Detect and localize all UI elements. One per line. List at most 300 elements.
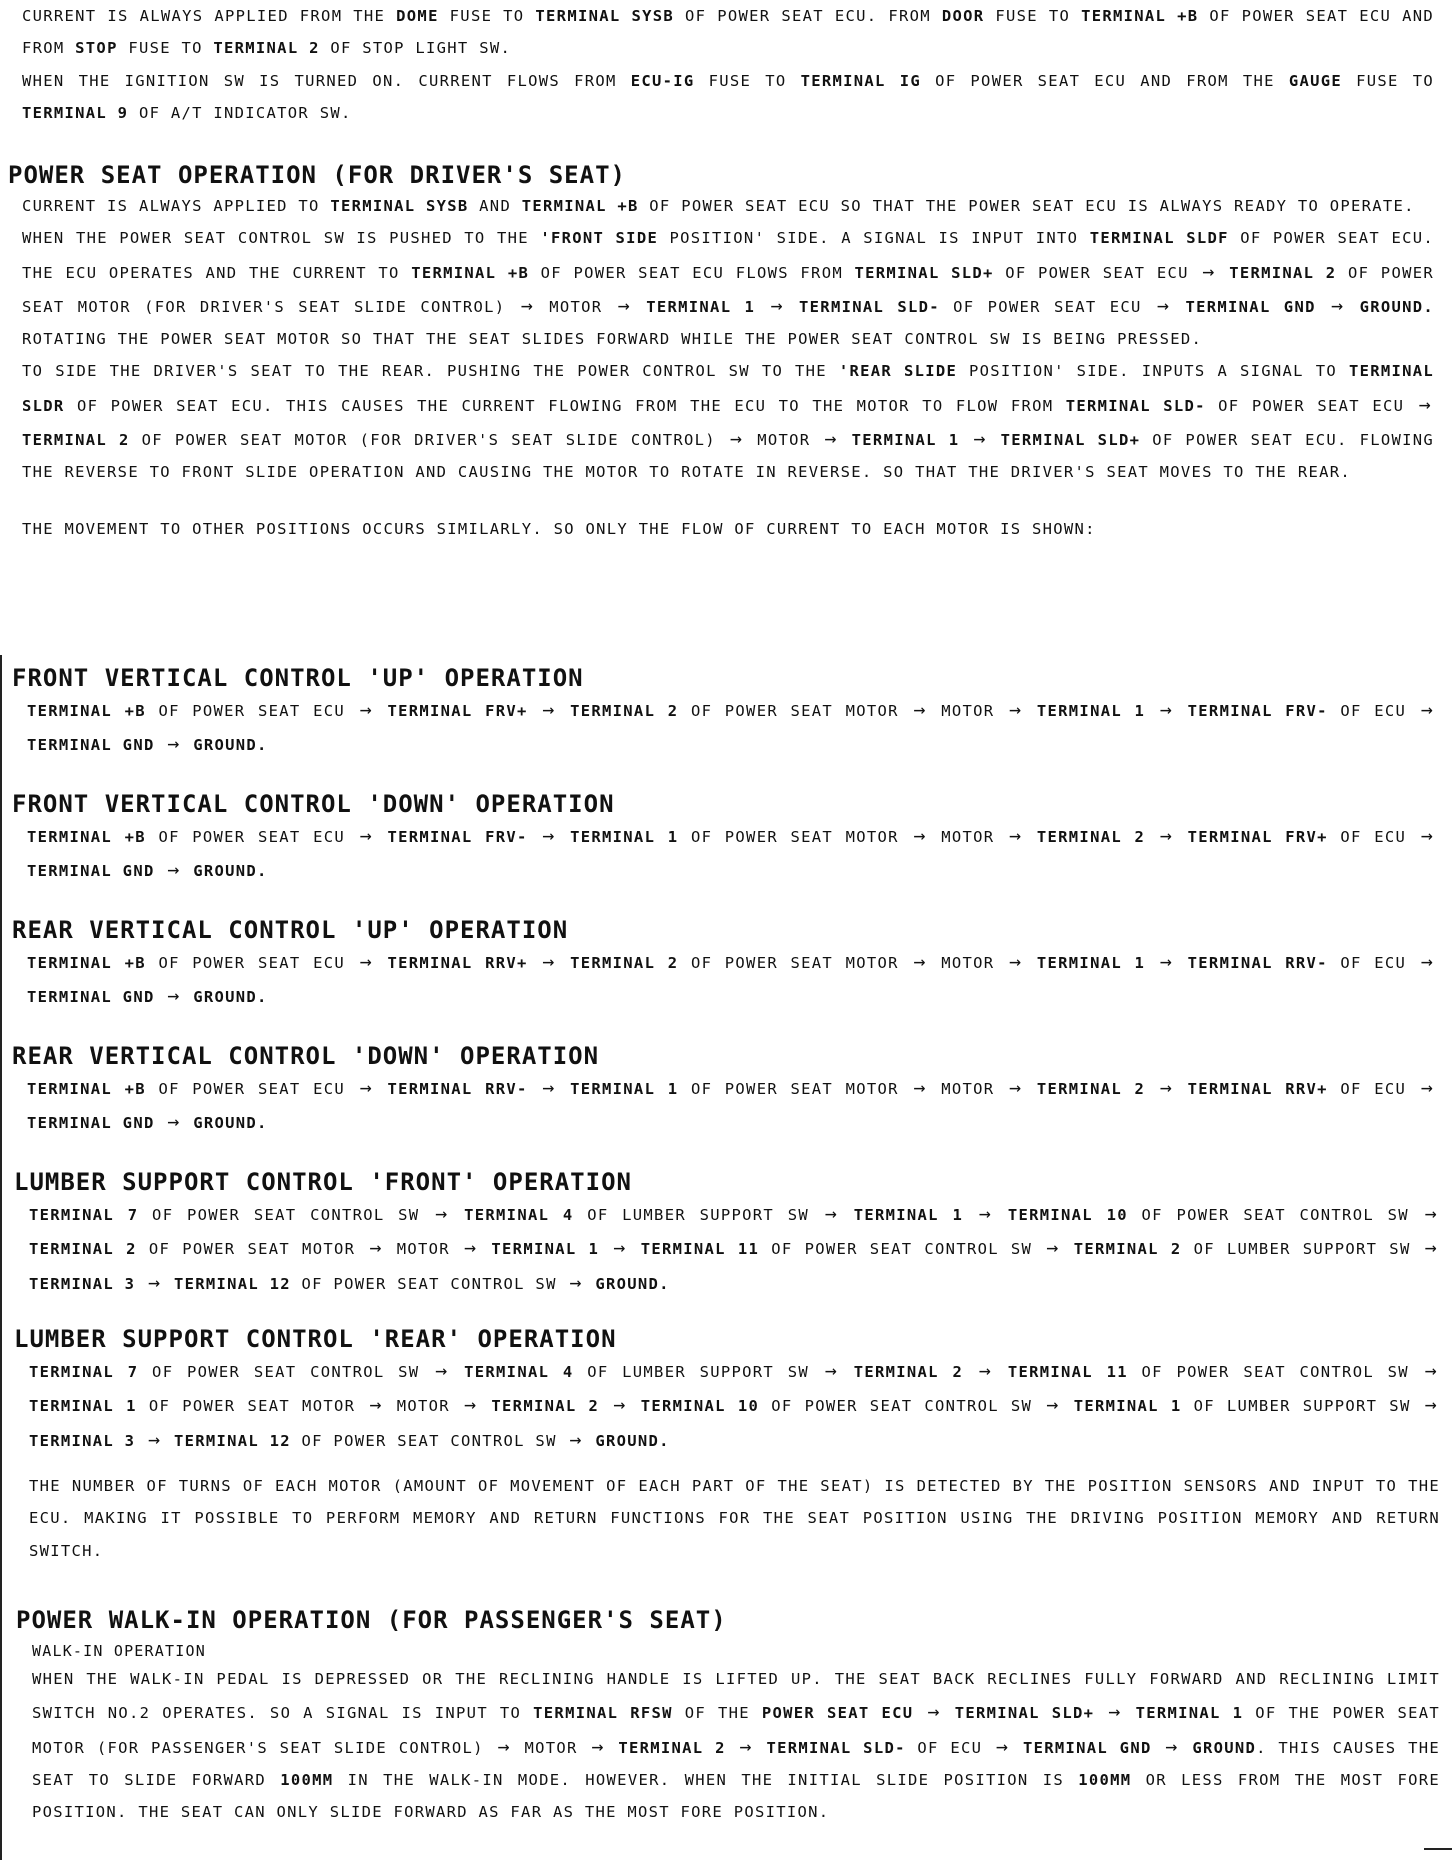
text-run: MOTOR	[928, 828, 1007, 846]
bold-term: TERMINAL 1	[1073, 1397, 1182, 1416]
arrow-right-icon: →	[1159, 823, 1174, 847]
arrow-right-icon: →	[1420, 949, 1435, 973]
arrow-right-icon: →	[1424, 1201, 1438, 1225]
text-run	[155, 1114, 166, 1132]
bold-term: TERMINAL GND	[1022, 1738, 1152, 1757]
text-run	[599, 1397, 611, 1415]
rear-up-body	[27, 945, 1436, 1014]
bold-term: TERMINAL 2	[29, 1240, 137, 1259]
text-run: OF POWER SEAT CONTROL SW	[138, 1206, 434, 1224]
text-run	[786, 298, 799, 316]
text-run	[840, 1206, 854, 1224]
bold-term: 'FRONT SIDE	[540, 229, 659, 248]
bold-term: TERMINAL GND	[27, 1114, 155, 1133]
text-run	[989, 431, 1001, 449]
text-run	[558, 1080, 571, 1098]
text-run: OF POWER SEAT CONTROL SW	[759, 1240, 1045, 1259]
arrow-right-icon: →	[995, 1733, 1010, 1758]
rear-up-section	[12, 915, 1436, 1014]
text-run: OF POWER SEAT ECU	[1205, 396, 1417, 415]
bold-term: TERMINAL FRV-	[1187, 702, 1328, 720]
text-run: WHEN THE IGNITION SW IS TURNED ON. CURRENT FLOWS FROM	[22, 71, 631, 90]
arrow-right-icon: →	[542, 823, 556, 847]
bold-term: TERMINAL 1	[570, 828, 679, 846]
bold-term: TERMINAL +B	[411, 263, 530, 282]
text-run: OF POWER SEAT ECU	[993, 263, 1201, 282]
arrow-right-icon: →	[927, 1699, 941, 1724]
arrow-right-icon: →	[167, 983, 181, 1008]
arrow-right-icon: →	[359, 949, 373, 973]
bold-term: TERMINAL 2	[1073, 1240, 1182, 1259]
bold-term: TERMINAL 3	[29, 1431, 136, 1450]
bold-term: GROUND.	[193, 988, 268, 1007]
text-run: MOTOR	[384, 1397, 462, 1416]
text-run: OF POWER SEAT MOTOR	[678, 702, 912, 720]
text-run	[528, 828, 541, 846]
arrow-right-icon: →	[770, 292, 784, 317]
arrow-right-icon: →	[1159, 697, 1174, 721]
text-run	[963, 1206, 977, 1224]
bold-term: 100MM	[280, 1770, 334, 1789]
text-run: THE MOVEMENT TO OTHER POSITIONS OCCURS SIMILARLY. SO ONLY THE FLOW OF CURRENT TO EACH MOTOR IS SHOWN:	[22, 519, 1096, 538]
arrow-right-icon: →	[463, 1235, 478, 1260]
arrow-right-icon: →	[1424, 1235, 1438, 1260]
bold-term: TERMINAL SLD-	[799, 297, 940, 316]
text-run	[183, 862, 194, 880]
text-run	[755, 298, 768, 316]
text-run: OF LUMBER SUPPORT SW	[573, 1206, 823, 1224]
driver-seat-section	[8, 160, 1434, 545]
text-run	[959, 431, 971, 449]
bold-term: TERMINAL FRV+	[1187, 828, 1328, 846]
bold-term: TERMINAL 2	[570, 954, 679, 972]
bold-term: TERMINAL +B	[27, 1080, 146, 1098]
arrow-right-icon: →	[1165, 1733, 1179, 1758]
arrow-right-icon: →	[463, 1392, 478, 1417]
text-run	[479, 1240, 491, 1258]
text-run	[629, 1240, 641, 1258]
arrow-right-icon: →	[1424, 1392, 1438, 1417]
section-heading: POWER SEAT OPERATION (FOR DRIVER'S SEAT)	[8, 161, 626, 189]
text-run	[163, 1275, 174, 1293]
text-run	[183, 988, 194, 1006]
text-run	[1124, 1704, 1136, 1722]
text-run	[183, 736, 194, 754]
arrow-right-icon: →	[1046, 1392, 1060, 1417]
text-run	[1152, 1739, 1164, 1757]
bold-term: TERMINAL 2	[22, 431, 130, 450]
text-run	[450, 1363, 464, 1381]
text-run: OF ECU	[1327, 1080, 1419, 1098]
bold-term: TERMINAL +B	[27, 828, 146, 846]
text-run: OF A/T INDICATOR SW.	[128, 103, 352, 122]
arrow-right-icon: →	[824, 1201, 839, 1225]
bold-term: TERMINAL +B	[27, 954, 146, 972]
intro-section	[22, 0, 1434, 129]
text-run	[1094, 1704, 1106, 1722]
bold-term: TERMINAL SLD-	[1065, 396, 1206, 415]
text-run	[1145, 1080, 1158, 1098]
bold-term: GROUND.	[595, 1274, 670, 1293]
arrow-right-icon: →	[359, 697, 373, 721]
bold-term: TERMINAL 2	[570, 702, 679, 720]
bold-term: TERMINAL +B	[27, 702, 146, 720]
memory-note-section	[29, 1470, 1440, 1567]
text-run	[450, 1206, 464, 1224]
text-run	[994, 1206, 1008, 1224]
arrow-right-icon: →	[1008, 949, 1023, 973]
text-run	[1024, 954, 1037, 972]
text-run	[479, 1397, 491, 1415]
lumber-rear-body	[29, 1354, 1440, 1457]
text-run: OF ECU	[905, 1738, 994, 1757]
bold-term: TERMINAL FRV-	[387, 828, 528, 846]
section-heading: FRONT VERTICAL CONTROL 'DOWN' OPERATION	[12, 790, 615, 818]
text-run	[607, 1739, 619, 1757]
text-run: MOTOR	[512, 1738, 590, 1757]
corner-mark	[1424, 1848, 1452, 1850]
text-run: OF POWER SEAT ECU. FROM	[673, 7, 942, 25]
text-run: OF POWER SEAT MOTOR (FOR DRIVER'S SEAT SLIDE CONTROL)	[129, 431, 728, 450]
text-run: OF STOP LIGHT SW.	[319, 39, 512, 58]
text-run	[840, 1363, 854, 1381]
text-run: OF THE POWER SEAT MOTOR (FOR PASSENGER'S SEAT SLIDE CONTROL)	[32, 1704, 1440, 1757]
bold-term: TERMINAL RFSW	[533, 1704, 673, 1723]
arrow-right-icon: →	[613, 1392, 627, 1417]
text-run: MOTOR	[928, 702, 1007, 720]
intro-paragraph-1	[22, 0, 1434, 65]
lumber-rear-section	[14, 1324, 1440, 1457]
bold-term: TERMINAL SLDF	[1089, 229, 1229, 248]
text-run: OF POWER SEAT ECU	[145, 954, 358, 972]
text-run: FUSE TO	[438, 7, 536, 25]
arrow-right-icon: →	[1008, 697, 1023, 721]
front-up-section	[12, 663, 1436, 762]
bold-term: TERMINAL 1	[851, 431, 960, 450]
bold-term: TERMINAL SYSB	[330, 197, 469, 215]
bold-term: TERMINAL 2	[213, 39, 320, 58]
bold-term: TERMINAL RRV-	[1187, 954, 1328, 972]
text-run: OF POWER SEAT ECU AND FROM	[22, 7, 1435, 58]
arrow-right-icon: →	[613, 1235, 627, 1260]
text-run: OF POWER SEAT MOTOR	[678, 1080, 912, 1098]
arrow-right-icon: →	[167, 1109, 181, 1134]
bold-term: TERMINAL GND	[27, 862, 155, 881]
text-run	[1172, 298, 1185, 316]
arrow-right-icon: →	[913, 949, 927, 973]
text-run: OF POWER SEAT ECU. FLOWING THE REVERSE TO FRONT SLIDE OPERATION AND CAUSING THE MOTOR TO ROTATE IN REVERSE. SO THAT THE DRIVER'S SEAT MOVES TO THE REAR.	[22, 431, 1434, 482]
text-run: OF POWER SEAT ECU SO THAT THE POWER SEAT ECU IS ALWAYS READY TO OPERATE.	[638, 197, 1415, 215]
text-run	[375, 702, 388, 720]
bold-term: TERMINAL 7	[29, 1363, 139, 1381]
text-run	[155, 988, 166, 1006]
lumber-front-body	[29, 1197, 1440, 1300]
text-run: AND	[468, 197, 522, 215]
text-run: MOTOR	[536, 297, 616, 316]
section-heading: REAR VERTICAL CONTROL 'DOWN' OPERATION	[12, 1042, 600, 1070]
arrow-right-icon: →	[913, 823, 927, 847]
arrow-right-icon: →	[913, 1075, 927, 1099]
arrow-right-icon: →	[1424, 1358, 1438, 1382]
text-run: IN THE WALK-IN MODE. HOWEVER. WHEN THE INITIAL SLIDE POSITION IS	[333, 1770, 1079, 1789]
bold-term: TERMINAL RRV-	[387, 1080, 528, 1098]
bold-term: GROUND.	[193, 736, 268, 755]
text-run	[963, 1363, 977, 1381]
bold-term: TERMINAL RRV+	[387, 954, 528, 972]
bold-term: TERMINAL SLD+	[954, 1704, 1095, 1723]
text-run	[528, 1080, 541, 1098]
arrow-right-icon: →	[569, 1426, 583, 1451]
bold-term: TERMINAL 3	[29, 1274, 136, 1293]
section-heading: LUMBER SUPPORT CONTROL 'REAR' OPERATION	[14, 1325, 617, 1353]
section-heading: LUMBER SUPPORT CONTROL 'FRONT' OPERATION	[14, 1168, 632, 1196]
text-run: POSITION' SIDE. INPUTS A SIGNAL TO	[957, 362, 1349, 381]
text-run	[1175, 954, 1188, 972]
arrow-right-icon: →	[359, 1075, 373, 1099]
text-run	[755, 1739, 767, 1757]
arrow-right-icon: →	[1159, 949, 1174, 973]
bold-term: TERMINAL GND	[27, 988, 155, 1007]
bold-term: TERMINAL 1	[1036, 954, 1146, 972]
lumber-front-section	[14, 1167, 1440, 1300]
driver-paragraph-2	[22, 222, 1434, 355]
text-run: OF LUMBER SUPPORT SW	[1181, 1397, 1423, 1416]
text-run: OF POWER SEAT ECU. THIS CAUSES THE CURRENT FLOWING FROM THE ECU TO THE MOTOR TO FLOW FROM	[64, 396, 1066, 415]
text-run: OF POWER SEAT ECU. THE ECU OPERATES AND THE CURRENT TO	[22, 229, 1434, 282]
arrow-right-icon: →	[1330, 292, 1345, 317]
front-up-body	[27, 693, 1436, 762]
bold-term: STOP	[75, 39, 118, 58]
text-run: OF POWER SEAT CONTROL SW	[290, 1274, 568, 1293]
text-run	[1175, 1080, 1188, 1098]
text-run: WHEN THE WALK-IN PEDAL IS DEPRESSED OR THE RECLINING HANDLE IS LIFTED UP. THE SEAT BACK RECLINES FULLY FORWARD AND RECLINING LIMIT SWITCH NO.2 OPERATES. SO A SIGNAL IS INPUT TO	[32, 1670, 1440, 1723]
text-run	[599, 1240, 611, 1258]
text-run	[375, 954, 388, 972]
intro-paragraph-2	[22, 65, 1434, 130]
text-run	[1024, 702, 1037, 720]
text-run	[1145, 702, 1158, 720]
text-run	[633, 298, 646, 316]
arrow-right-icon: →	[167, 857, 181, 882]
driver-paragraph-3	[22, 355, 1434, 488]
arrow-right-icon: →	[147, 1426, 162, 1451]
text-run	[1175, 828, 1188, 846]
bold-term: TERMINAL 1	[491, 1240, 600, 1259]
bold-term: 100MM	[1078, 1770, 1132, 1789]
bold-term: TERMINAL IG	[800, 71, 921, 90]
rear-down-body	[27, 1071, 1436, 1140]
bold-term: GAUGE	[1288, 71, 1343, 90]
walkin-body	[32, 1663, 1440, 1828]
arrow-right-icon: →	[369, 1235, 383, 1260]
text-run	[183, 1114, 194, 1132]
text-run	[375, 828, 388, 846]
arrow-right-icon: →	[542, 949, 556, 973]
text-run	[1181, 1739, 1193, 1757]
arrow-right-icon: →	[1420, 697, 1435, 721]
text-run: OF POWER SEAT ECU	[939, 297, 1155, 316]
text-run: WHEN THE POWER SEAT CONTROL SW IS PUSHED TO THE	[22, 229, 541, 248]
driver-paragraph-1	[22, 190, 1434, 222]
text-run: OF POWER SEAT CONTROL SW	[138, 1363, 434, 1381]
text-run	[1062, 1397, 1074, 1415]
bold-term: TERMINAL SLD+	[854, 263, 994, 282]
arrow-right-icon: →	[978, 1201, 993, 1225]
arrow-right-icon: →	[359, 823, 373, 847]
text-run	[558, 828, 571, 846]
text-run: OF POWER SEAT MOTOR	[678, 954, 912, 972]
text-run: POSITION' SIDE. A SIGNAL IS INPUT INTO	[658, 229, 1090, 248]
bold-term: TERMINAL 1	[853, 1206, 964, 1224]
text-run	[558, 702, 571, 720]
bold-term: TERMINAL 2	[618, 1738, 726, 1757]
text-run: . THIS CAUSES THE SEAT TO SLIDE FORWARD	[32, 1738, 1440, 1789]
bold-term: TERMINAL 12	[173, 1431, 291, 1450]
bold-term: TERMINAL RRV+	[1187, 1080, 1328, 1098]
arrow-right-icon: →	[1046, 1235, 1060, 1260]
bold-term: TERMINAL SLD+	[1000, 431, 1141, 450]
text-run: ROTATING THE POWER SEAT MOTOR SO THAT THE SEAT SLIDES FORWARD WHILE THE POWER SEAT CONTROL SW IS BEING PRESSED.	[22, 330, 1203, 349]
bold-term: TERMINAL 4	[464, 1363, 574, 1381]
text-run: OF ECU	[1327, 954, 1419, 972]
text-run	[1346, 298, 1359, 316]
bold-term: TERMINAL 1	[1036, 702, 1146, 720]
bold-term: DOOR	[941, 7, 985, 25]
arrow-right-icon: →	[978, 1358, 993, 1382]
bold-term: TERMINAL 2	[853, 1363, 964, 1381]
bold-term: POWER SEAT ECU	[761, 1704, 914, 1723]
text-run	[913, 1704, 925, 1722]
bold-term: 'REAR SLIDE	[838, 362, 958, 381]
arrow-right-icon: →	[369, 1392, 383, 1417]
arrow-right-icon: →	[739, 1733, 753, 1758]
text-run: OF ECU	[1327, 828, 1419, 846]
bold-term: TERMINAL 11	[640, 1240, 760, 1259]
walkin-subheading: WALK-IN OPERATION	[32, 1642, 206, 1660]
front-down-body	[27, 819, 1436, 888]
bold-term: TERMINAL 1	[29, 1397, 137, 1416]
arrow-right-icon: →	[824, 1358, 839, 1382]
text-run: OF POWER SEAT ECU	[145, 828, 358, 846]
arrow-right-icon: →	[1108, 1699, 1122, 1724]
text-run	[558, 954, 571, 972]
text-run	[1175, 702, 1188, 720]
bold-term: ECU-IG	[630, 71, 695, 90]
text-run	[1011, 1739, 1023, 1757]
arrow-right-icon: →	[973, 426, 987, 451]
text-run	[943, 1704, 955, 1722]
text-run: TO SIDE THE DRIVER'S SEAT TO THE REAR. PUSHING THE POWER CONTROL SW TO THE	[22, 362, 839, 381]
bold-term: TERMINAL GND	[27, 736, 155, 755]
section-heading: POWER WALK-IN OPERATION (FOR PASSENGER'S SEAT)	[16, 1606, 727, 1634]
arrow-right-icon: →	[147, 1269, 162, 1294]
text-run: MOTOR	[745, 431, 823, 450]
text-run: OR LESS FROM THE MOST FORE POSITION. THE SEAT CAN ONLY SLIDE FORWARD AS FAR AS THE MOST FORE POSITION.	[32, 1770, 1440, 1822]
bold-term: GROUND.	[193, 1114, 268, 1133]
text-run: THE NUMBER OF TURNS OF EACH MOTOR (AMOUNT OF MOVEMENT OF EACH PART OF THE SEAT) IS DETECTED BY THE POSITION SENSORS AND INPUT TO THE ECU. MAKING IT POSSIBLE TO PERFORM MEMORY AND RETURN FUNCTIONS FOR THE SEAT POSITION USING THE DRIVING POSITION MEMORY AND RETURN SWITCH.	[29, 1477, 1440, 1560]
text-run: OF THE	[672, 1704, 762, 1723]
bold-term: TERMINAL 1	[570, 1080, 679, 1098]
arrow-right-icon: →	[729, 426, 744, 451]
arrow-right-icon: →	[542, 1075, 556, 1099]
arrow-right-icon: →	[1156, 292, 1171, 317]
arrow-right-icon: →	[1008, 1075, 1023, 1099]
text-run	[994, 1363, 1008, 1381]
bold-term: TERMINAL 2	[1229, 263, 1337, 282]
text-run: FUSE TO	[694, 71, 801, 90]
text-run	[1145, 954, 1158, 972]
arrow-right-icon: →	[520, 292, 535, 317]
bold-term: TERMINAL FRV+	[387, 702, 528, 720]
arrow-right-icon: →	[167, 731, 181, 756]
text-run: OF POWER SEAT ECU	[145, 1080, 358, 1098]
section-heading: REAR VERTICAL CONTROL 'UP' OPERATION	[12, 916, 569, 944]
text-run: OF POWER SEAT MOTOR (FOR DRIVER'S SEAT SLIDE CONTROL)	[22, 263, 1434, 316]
text-run: OF POWER SEAT ECU AND FROM THE	[920, 71, 1289, 90]
text-run: OF POWER SEAT CONTROL SW	[1127, 1363, 1423, 1381]
bold-term: GROUND.	[1359, 297, 1434, 316]
arrow-right-icon: →	[1008, 823, 1023, 847]
text-run: OF POWER SEAT CONTROL SW	[290, 1431, 568, 1450]
section-heading: FRONT VERTICAL CONTROL 'UP' OPERATION	[12, 664, 584, 692]
text-run	[629, 1397, 641, 1415]
bold-term: TERMINAL SLD-	[766, 1738, 906, 1757]
rear-down-section	[12, 1041, 1436, 1140]
text-run: OF LUMBER SUPPORT SW	[1181, 1240, 1423, 1259]
text-run: FUSE TO	[1342, 71, 1435, 90]
text-run: OF POWER SEAT ECU	[145, 702, 358, 720]
text-run: OF POWER SEAT MOTOR	[136, 1397, 368, 1416]
bold-term: TERMINAL 7	[29, 1206, 139, 1224]
text-run: OF POWER SEAT CONTROL SW	[1127, 1206, 1423, 1224]
text-run	[585, 1275, 596, 1293]
text-run	[135, 1432, 146, 1450]
text-run: CURRENT IS ALWAYS APPLIED FROM THE	[22, 7, 397, 25]
bold-term: GROUND.	[193, 862, 268, 881]
bold-term: TERMINAL 1	[646, 297, 756, 316]
bold-term: TERMINAL GND	[1185, 297, 1316, 316]
text-run	[135, 1275, 146, 1293]
text-run	[1145, 828, 1158, 846]
bold-term: TERMINAL SLDR	[22, 362, 1434, 415]
walkin-section	[16, 1605, 1440, 1828]
text-run	[1316, 298, 1329, 316]
text-run: OF LUMBER SUPPORT SW	[573, 1363, 823, 1381]
text-run: CURRENT IS ALWAYS APPLIED TO	[22, 197, 331, 215]
text-run	[528, 702, 541, 720]
text-run	[155, 736, 166, 754]
text-run: FUSE TO	[117, 39, 214, 58]
text-run: MOTOR	[384, 1240, 462, 1259]
bold-term: TERMINAL +B	[1081, 7, 1199, 25]
text-run: MOTOR	[928, 954, 1007, 972]
left-margin-rule	[0, 655, 2, 1860]
arrow-right-icon: →	[1418, 391, 1432, 416]
bold-term: TERMINAL 11	[1007, 1363, 1128, 1381]
bold-term: TERMINAL 12	[173, 1274, 291, 1293]
bold-term: GROUND.	[595, 1431, 670, 1450]
text-run	[528, 954, 541, 972]
text-run	[1062, 1240, 1074, 1258]
text-run: OF POWER SEAT MOTOR	[136, 1240, 368, 1259]
bold-term: TERMINAL 10	[1007, 1206, 1128, 1224]
bold-term: TERMINAL 2	[1036, 1080, 1146, 1098]
bold-term: TERMINAL SYSB	[535, 7, 674, 25]
arrow-right-icon: →	[1159, 1075, 1174, 1099]
arrow-right-icon: →	[824, 426, 838, 451]
text-run	[375, 1080, 388, 1098]
text-run: OF POWER SEAT CONTROL SW	[759, 1397, 1045, 1416]
